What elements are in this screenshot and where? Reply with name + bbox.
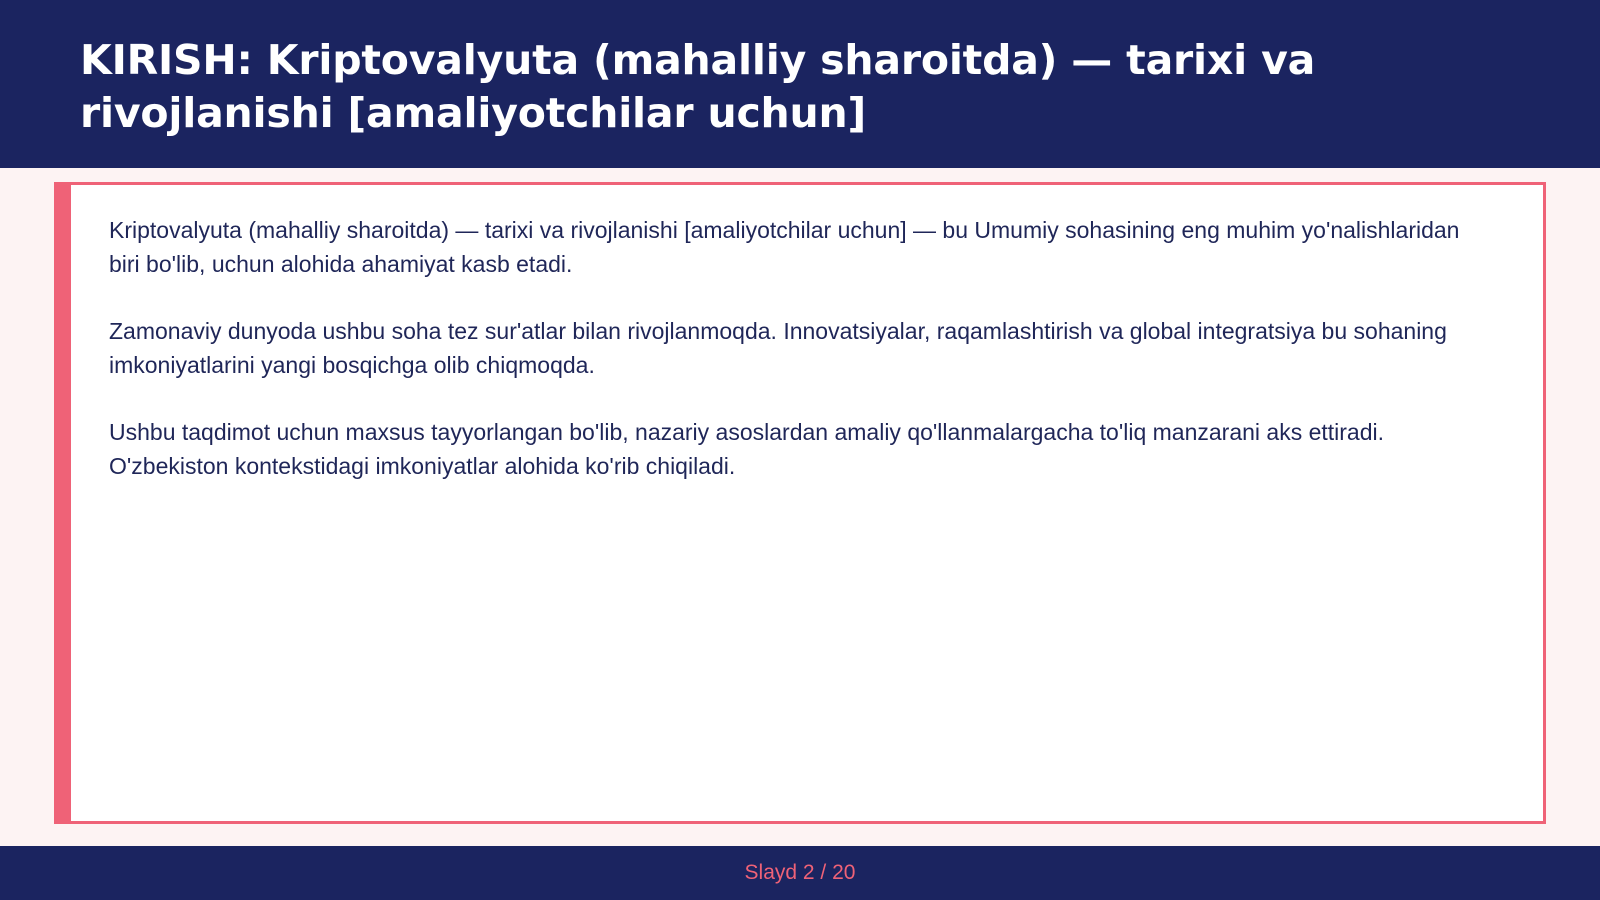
presentation-paragraph: Ushbu taqdimot uchun maxsus tayyorlangan bo'lib, nazariy asoslardan amaliy qo'llanmalargacha to'liq manzarani aks ettiradi. O'zbekiston kontekstidagi imkoniyatlar alohida ko'rib chiqiladi. bbox=[109, 419, 1385, 479]
slide-number: Slayd 2 / 20 bbox=[744, 861, 856, 884]
slide-title: KIRISH: Kriptovalyuta (mahalliy sharoitda) — tarixi va rivojlanishi [amaliyotchilar uchun] bbox=[80, 36, 1316, 137]
slide-header bbox=[0, 0, 1600, 168]
intro-paragraph: Kriptovalyuta (mahalliy sharoitda) — tarixi va rivojlanishi [amaliyotchilar uchun] — bu Umumiy sohasining eng muhim yo'nalishlaridan biri bo'lib, uchun alohida ahamiyat kasb etadi. bbox=[109, 217, 1460, 277]
slide-footer bbox=[0, 846, 1600, 900]
development-paragraph: Zamonaviy dunyoda ushbu soha tez sur'atlar bilan rivojlanmoqda. Innovatsiyalar, raqamlashtirish va global integratsiya bu sohaning imkoniyatlarini yangi bosqichga olib chiqmoqda. bbox=[109, 318, 1447, 378]
content-card bbox=[54, 182, 1546, 824]
